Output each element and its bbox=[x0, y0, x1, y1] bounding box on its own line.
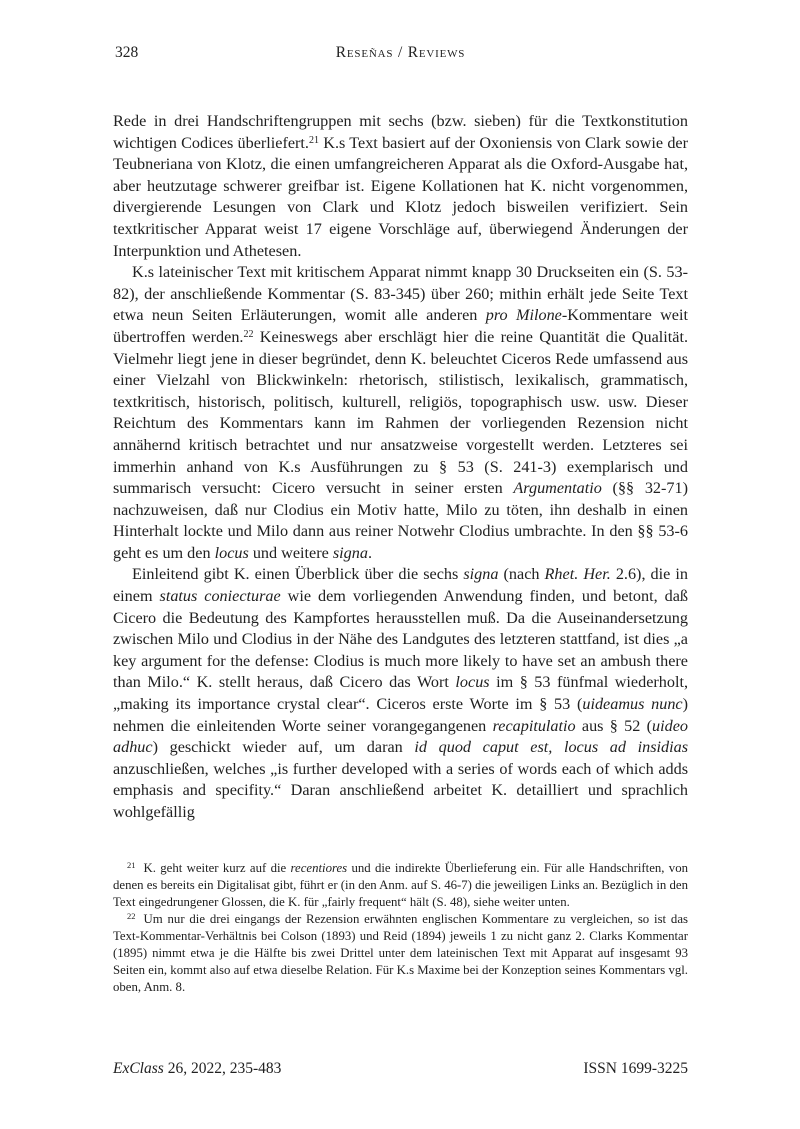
text-run: Einleitend gibt K. einen Überblick über die sechs bbox=[132, 565, 464, 584]
text-run: und die indirekte Überlieferung ein. Für alle Handschriften, von denen es bereits ein Digitalisat gibt, führt er (in den Anm. auf S. 46-7) die jeweiligen Links an. Bezüglich in den Text eingedrungener Glossen, die K. für „fairly frequent“ hält (S. 48), siehe weiter unten. bbox=[113, 861, 689, 909]
paragraph bbox=[113, 111, 688, 262]
italic-text-run: Rhet. Her. bbox=[544, 565, 611, 584]
body-text bbox=[113, 111, 688, 824]
footnote-reference: 21 bbox=[308, 134, 319, 146]
text-run: K.s Text basiert auf der Oxoniensis von Clark sowie der Teubneriana von Klotz, die einen umfangreicheren Apparat als die Oxford-Ausgabe hat, aber heutzutage schwerer greifbar ist. Eigene Kollationen hat K. nicht vorgenommen, divergierende Lesungen von Clark und Klotz jedoch bisweilen verifiziert. Sein textkritischer Apparat weist 17 eigene Vorschläge auf, überwiegend Änderungen der Interpunktion und Athetesen. bbox=[113, 133, 688, 260]
italic-text-run: id quod caput est, locus ad insidias bbox=[414, 738, 688, 757]
page-header bbox=[113, 44, 688, 64]
page-number: 328 bbox=[115, 44, 139, 61]
italic-text-run: pro Milone bbox=[485, 306, 562, 325]
italic-text-run: uideo adhuc bbox=[113, 716, 688, 757]
italic-text-run: recapitulatio bbox=[492, 716, 576, 735]
text-run: wie dem vorliegenden Anwendung finden, und betont, daß Cicero die Bedeutung des Kampfortes herausstellen muß. Da die Auseinandersetzung zwischen Milo und Clodius in der Nähe des Landgutes des letzteren stattfand, ist dies „a key argument for the defense: Clodius is much more likely to have set an ambush there than Milo.“ K. stellt heraus, daß Cicero das Wort bbox=[113, 587, 688, 692]
running-title: Reseñas / Reviews bbox=[335, 44, 466, 61]
italic-text-run: signa bbox=[332, 543, 368, 562]
journal-citation-rest: 26, 2022, 235-483 bbox=[163, 1060, 282, 1077]
footnote-number: 22 bbox=[127, 911, 136, 921]
italic-text-run: locus bbox=[455, 673, 490, 692]
text-run: (nach bbox=[498, 565, 545, 584]
text-run: (§§ 32-71) nachzuweisen, daß nur Clodius ein Motiv hatte, Milo zu töten, ihn deshalb in einen Hinterhalt lockte und Milo dann aus reiner Notwehr Clodius umbrachte. In den §§ 53-6 geht es um den bbox=[113, 479, 688, 562]
text-run: Rede in drei Handschriftengruppen mit sechs (bzw. sieben) für die Textkonstitution wichtigen Codices überliefert. bbox=[113, 112, 688, 152]
italic-text-run: status coniecturae bbox=[159, 587, 281, 606]
paragraph bbox=[113, 262, 688, 564]
text-run: K. geht weiter kurz auf die bbox=[143, 861, 291, 875]
footnote bbox=[113, 860, 688, 911]
text-run: Keineswegs aber erschlägt hier die reine Quantität die Qualität. Vielmehr liegt jene in dieser begründet, denn K. beleuchtet Ciceros Rede umfassend aus einer Vielzahl von Blickwinkeln: rhetorisch, stilistisch, lexikalisch, grammatisch, textkritisch, historisch, politisch, kulturell, religiös, topographisch usw. usw. Dieser Reichtum des Kommentars kann im Rahmen der vorliegenden Rezension nicht annähernd kritisch betrachtet und nur ansatzweise vorgestellt werden. Letzteres sei immerhin anhand von K.s Ausführungen zu § 53 (S. 241-3) exemplarisch und summarisch versucht: Cicero versucht in seiner ersten bbox=[113, 327, 688, 498]
text-run: -Kommentare weit übertroffen werden. bbox=[113, 306, 688, 346]
text-run: ) geschickt wieder auf, um daran bbox=[152, 738, 415, 757]
text-run: Um nur die drei eingangs der Rezension erwähnten englischen Kommentare zu vergleichen, so ist das Text-Kommentar-Verhältnis bei Colson (1893) und Reid (1894) jeweils 1 zu nicht ganz 2. Clarks Kommentar (1895) nimmt etwa je die Hälfte bis zwei Drittel unter dem lateinischen Text mit Apparat auf insgesamt 93 Seiten ein, kommt also auf etwa dieselbe Relation. Für K.s Maxime bei der Konzeption seines Kommentars vgl. oben, Anm. 8. bbox=[113, 912, 688, 994]
paragraph bbox=[113, 564, 688, 823]
issn: ISSN 1699-3225 bbox=[583, 1060, 688, 1077]
journal-name: ExClass bbox=[113, 1060, 164, 1077]
page-footer bbox=[113, 1059, 688, 1078]
footnote-number: 21 bbox=[127, 860, 136, 870]
italic-text-run: uideamus nunc bbox=[582, 695, 683, 714]
text-run: 2.6), die in einem bbox=[113, 565, 688, 606]
text-run: aus § 52 ( bbox=[575, 716, 653, 735]
text-run: ) nehmen die einleitenden Worte seiner vorangegangenen bbox=[113, 695, 688, 735]
italic-text-run: Argumentatio bbox=[513, 479, 602, 498]
text-run: . bbox=[367, 543, 372, 562]
text-run: K.s lateinischer Text mit kritischem Apparat nimmt knapp 30 Druckseiten ein (S. 53-82), der anschließende Kommentar (S. 83-345) über 260; mithin erhält jede Seite Text etwa neun Seiten Erläuterungen, womit alle anderen bbox=[113, 263, 688, 325]
text-run: und weitere bbox=[248, 543, 333, 562]
footnote bbox=[113, 911, 688, 996]
journal-citation bbox=[113, 1059, 281, 1078]
footnotes bbox=[113, 860, 688, 996]
italic-text-run: signa bbox=[463, 565, 499, 584]
text-run: anzuschließen, welches „is further developed with a series of words each of which adds emphasis and specifity.“ Daran anschließend arbeitet K. detailliert und sprachlich wohlgefällig bbox=[113, 759, 688, 821]
text-run: im § 53 fünfmal wiederholt, „making its importance crystal clear“. Ciceros erste Worte im § 53 ( bbox=[113, 673, 689, 714]
footnote-reference: 22 bbox=[243, 328, 254, 340]
italic-text-run: recentiores bbox=[290, 861, 348, 875]
italic-text-run: locus bbox=[214, 543, 249, 562]
